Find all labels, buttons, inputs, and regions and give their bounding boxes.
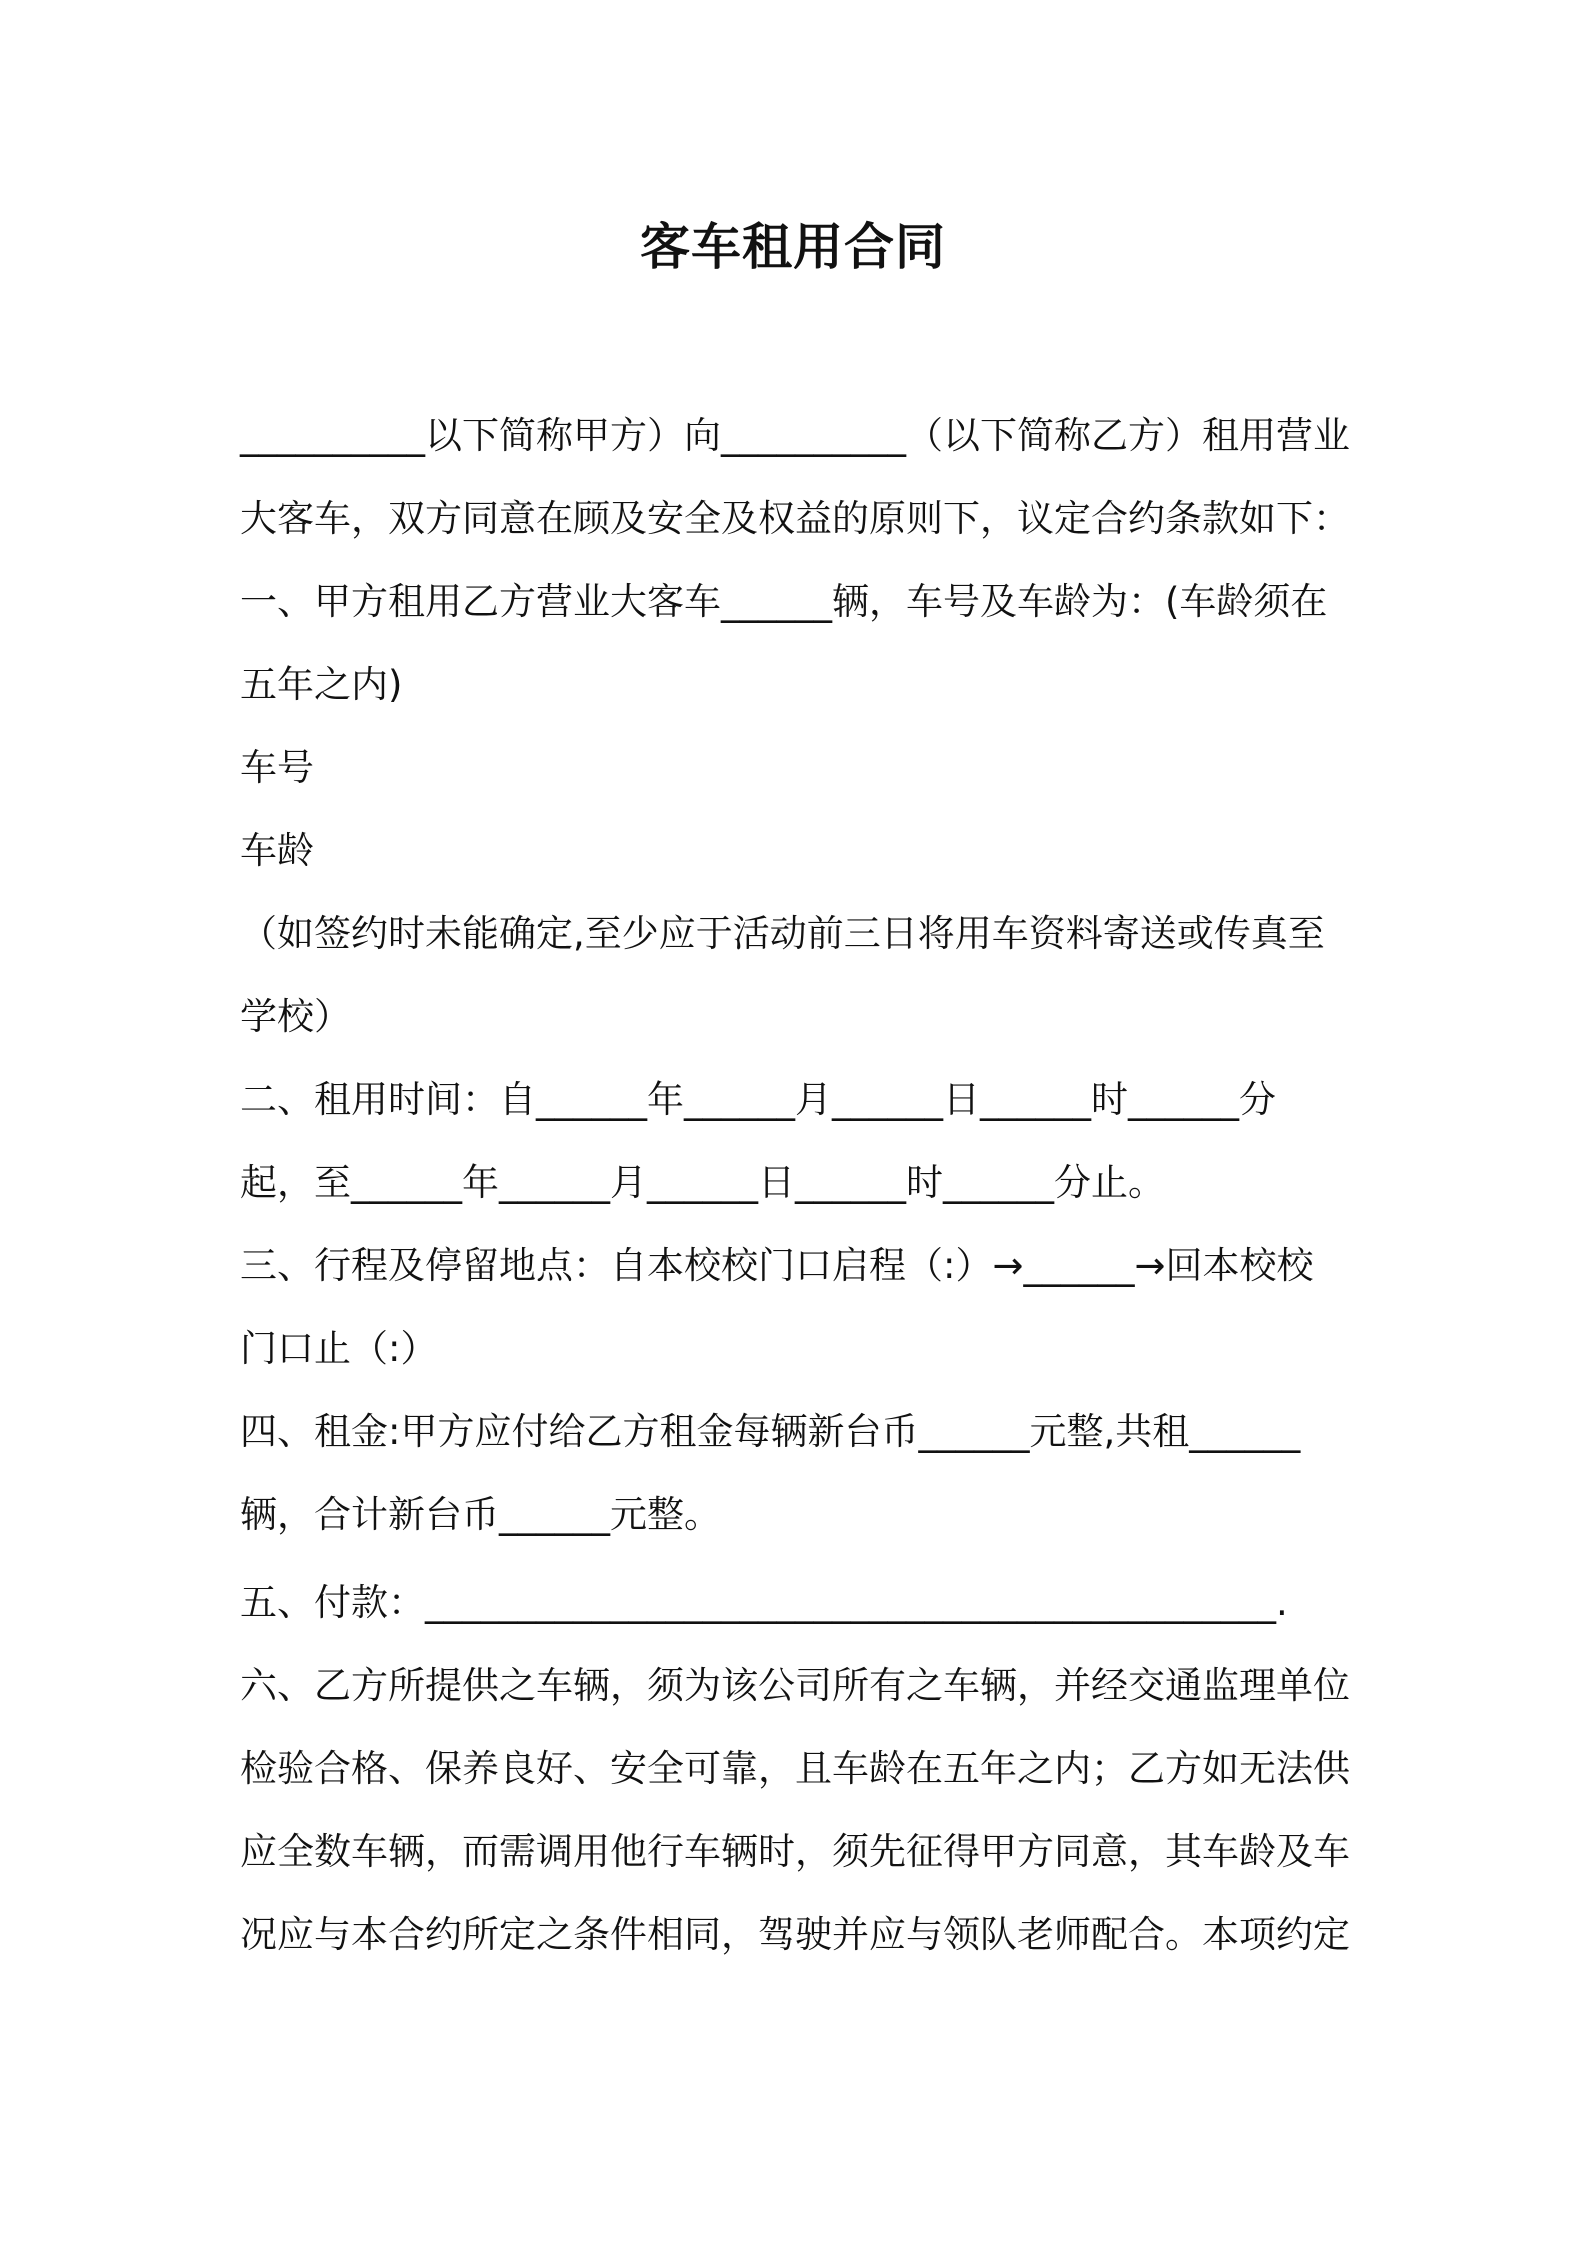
text-line: 五、付款：______________________________________________. [240,1581,1288,1624]
text-line: （如签约时未能确定,至少应于活动前三日将用车资料寄送或传真至 [240,912,1325,955]
text-line: 起，至______年______月______日______时______分止。 [240,1161,1165,1204]
text-line: 车龄 [240,829,314,872]
text-line: 学校） [240,995,351,1038]
text-line: 检验合格、保养良好、安全可靠，且车龄在五年之内；乙方如无法供 [240,1747,1350,1790]
text-line: 大客车，双方同意在顾及安全及权益的原则下，议定合约条款如下： [240,497,1350,540]
text-line: __________以下简称甲方）向__________（以下简称乙方）租用营业 [240,414,1350,457]
text-line: 二、租用时间：自______年______月______日______时______分 [240,1078,1276,1121]
text-line: 门口止（:） [240,1327,438,1370]
document-title: 客车租用合同 [640,218,946,276]
text-line: 一、甲方租用乙方营业大客车______辆，车号及车龄为：(车龄须在 [240,580,1328,623]
text-line: 三、行程及停留地点：自本校校门口启程（:）→______→回本校校 [240,1244,1314,1287]
text-line: 况应与本合约所定之条件相同，驾驶并应与领队老师配合。本项约定 [240,1913,1350,1956]
text-line: 应全数车辆，而需调用他行车辆时，须先征得甲方同意，其车龄及车 [240,1830,1350,1873]
text-line: 四、租金:甲方应付给乙方租金每辆新台币______元整,共租______ [240,1410,1301,1453]
text-line: 六、乙方所提供之车辆，须为该公司所有之车辆，并经交通监理单位 [240,1664,1350,1707]
text-line: 辆，合计新台币______元整。 [240,1493,721,1536]
text-line: 车号 [240,746,314,789]
text-line: 五年之内) [240,663,403,706]
